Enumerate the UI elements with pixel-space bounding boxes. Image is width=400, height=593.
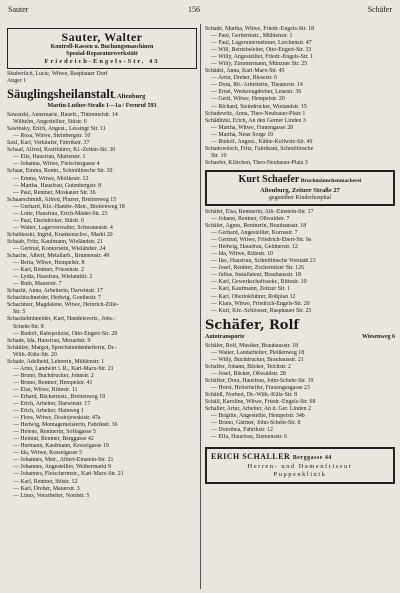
directory-entry: — Rudolf, Rabspolizist, Otto-Engert-Str. 28 bbox=[13, 330, 118, 337]
directory-entry: — Erich, Arbeiter, Darwinstr. 17 bbox=[13, 401, 91, 408]
directory-entry: — Ida, Witwe, Rittestr. 10 bbox=[211, 251, 273, 258]
directory-entry: Schäffer, Dora, Hausfrau, John-Schehr-Str. 19 bbox=[205, 377, 314, 384]
directory-entry: — Erich, Arbeiter, Hainweg 1 bbox=[13, 408, 84, 415]
directory-entry: Str. 10 bbox=[211, 152, 227, 159]
directory-entry: — Bruno, Buchdrucker, Johnstr. 2 bbox=[13, 372, 94, 379]
directory-entry: — Gertrud, Witwe, Friedrich-Ebert-Str. 9a bbox=[211, 237, 312, 244]
directory-entry: Schaefer, Klärchen, Theo-Neubauer-Platz 3 bbox=[205, 159, 308, 166]
directory-entry: — Karl, Dreher, Mauerstr. 3 bbox=[13, 485, 80, 492]
entries-right-a bbox=[205, 26, 395, 167]
directory-entry: Schädlze, Margot, Sprechstundenhelferin, Dr.- bbox=[7, 344, 117, 351]
directory-entry: — Richard, Steindrucker, Wielandstr. 15 bbox=[211, 103, 307, 110]
directory-entry: — Johannes, Mstr., Albert-Einstein-Str. 21 bbox=[13, 457, 114, 464]
directory-entry: Schadewitz, Anna, Theo-Neubauer-Platz 1 bbox=[205, 110, 306, 117]
directory-entry: — Bruno, Rentner, Hempelstr. 41 bbox=[13, 379, 93, 386]
directory-entry: Skuberlich, Lucie, Witwe, Rasphauer Dorf bbox=[7, 71, 108, 77]
directory-entry: Schäfer, Rolf, Musiker, Brauhausstr. 18 bbox=[205, 342, 299, 349]
directory-entry: — Rudolf, Angest., Käthe-Kollwitz-Str. 49 bbox=[211, 138, 313, 145]
directory-entry: Schache, Albert, Metallarb., Brunnenstr. 49 bbox=[7, 253, 110, 260]
directory-entry: — Willy, Buchdrucker, Brauhausstr. 21 bbox=[211, 356, 304, 363]
directory-entry: Schaller, Artur, Arbeiter, An d. Ger. Linden 2 bbox=[205, 406, 311, 413]
directory-entry: — Paul, Dachdecker, Stüstr. 6 bbox=[13, 217, 84, 224]
directory-entry: — Walter, Lagerverwalter, Schwanenstr. 4 bbox=[13, 224, 113, 231]
directory-entry: — Gerhard, Angestellter, Kornsstr. 7 bbox=[211, 230, 298, 237]
directory-entry: — Ruth, Manerstr. 7 bbox=[13, 281, 62, 288]
sauter-ad-line2: Spezial-Reparaturwerkstätt bbox=[66, 51, 138, 57]
entries-right-b bbox=[205, 209, 395, 315]
directory-entry: — Hedwig, Montagemeisterin, Fabrikstr. 36 bbox=[13, 422, 118, 429]
erich-schaller-ad bbox=[205, 447, 395, 484]
left-column bbox=[7, 26, 197, 500]
directory-entry: — Hedwig, Hausfrau, Geldnerstr. 12 bbox=[211, 244, 298, 251]
directory-entry: — Willy, Zimmermann, Münzner Str. 25 bbox=[211, 61, 308, 68]
saeuglings-ad bbox=[7, 88, 197, 110]
directory-entry: Anger 1 bbox=[7, 78, 27, 85]
directory-entry: — Elis, Hausfrau, Marienstr. 1 bbox=[13, 154, 86, 161]
directory-entry: — Lydia, Hausfrau, Wielandstr. 2 bbox=[13, 274, 93, 281]
directory-entry: Schäll, Karoline, Witwe, Friedr.-Engels-Str. 68 bbox=[205, 399, 316, 406]
directory-entry: — Lotte, Hausfrau, Erich-Mäder-Str. 23 bbox=[13, 210, 108, 217]
directory-entry: — Flora, Witwe, Dostojewskistr. 47a bbox=[13, 415, 101, 422]
directory-entry: — Willy, Angestellter, Friedr.-Engels-Str. 1 bbox=[211, 54, 314, 61]
kurt-ad-name: Kurt Schaefer bbox=[238, 173, 300, 185]
directory-entry: — Paul, Gerbermstr., Mühlenstr. 1 bbox=[211, 33, 293, 40]
kurt-ad-address: Altenburg, Zeitzer Straße 27 bbox=[260, 186, 340, 194]
directory-entry: Schehr-Str. 8 bbox=[13, 323, 44, 330]
header-left-keyword: Sauter bbox=[8, 5, 29, 14]
sauter-ad bbox=[7, 28, 197, 69]
directory-entry: Schachtzer, Magdalene, Witwe, Heinrich-Zille- bbox=[7, 302, 119, 309]
directory-entry: — Horst, Heilerhelfer, Frauengesgasse 23 bbox=[211, 384, 310, 391]
directory-entry: Schädel, Anna, Karl-Marx-Str. 45 bbox=[205, 68, 285, 75]
directory-entry: — Artur, Dreher, Blesestr. 6 bbox=[211, 75, 278, 82]
directory-entry: Schaab, Fritz, Kaufmann, Wieländstr. 21 bbox=[7, 238, 103, 245]
directory-entry: Schackelmhneider, Kurt, Handelsvertr., Johs.- bbox=[7, 316, 116, 323]
directory-entry: — Johanna, Witwe, Fleischergasse 4 bbox=[13, 161, 100, 168]
saeuglings-ad-address: Martin-Luther-Straße 1—1a / Fernruf 593 bbox=[47, 103, 157, 110]
directory-entry: Schade, Ida, Hausfrau, Mozartstr. 9 bbox=[7, 337, 91, 344]
directory-entry: — Karl, Oberlokfuhrer, Roßplan 12 bbox=[211, 293, 296, 300]
directory-entry: Schäfer, Agnes, Rentnerin, Brauhausstr. 18 bbox=[205, 223, 307, 230]
directory-entry: — Berta, Witwe, Hempelstr. 8 bbox=[13, 260, 85, 267]
directory-entry: Sawatzki, Annemarie, Hausfr., Thümmelstr. 14 bbox=[7, 112, 118, 119]
directory-entry: — Rosa, Witwe, Steinbergstr. 10 bbox=[13, 133, 91, 140]
directory-entry: — Gertrud, Kontoristin, Wieländstr. 24 bbox=[13, 245, 106, 252]
directory-entry: — Emma, Witwe, Moltkestr. 12 bbox=[13, 175, 89, 182]
erich-ad-trade2: Puppenklinik bbox=[273, 471, 327, 479]
directory-entry: Schacht, Anna, Arbeiterin, Darwinstr. 17 bbox=[7, 288, 103, 295]
directory-entry: Schäditzki, Erich, An den Gerner Linden 3 bbox=[205, 117, 306, 124]
directory-entry: Schade, Adelheid, Lehrerin, Mühlenstr. 1 bbox=[7, 358, 105, 365]
directory-entry: — Arno, Landwirt i. R., Karl-Marx-Str. 21 bbox=[13, 365, 114, 372]
entries-right-c bbox=[205, 343, 395, 442]
directory-entry: — Helene, Rentnerin, Soffagasse 5 bbox=[13, 429, 96, 436]
directory-entry: — Ilse, Hausfrau, Schmölinsche Vorstadt 23 bbox=[211, 258, 316, 265]
saeuglings-ad-city: , Altenburg bbox=[113, 93, 146, 101]
kurt-schaefer-ad bbox=[205, 170, 395, 206]
directory-entry: Wilh.-Külz-Str. 20 bbox=[13, 351, 57, 358]
directory-entry: — Martha, Witwe, Frauengasse 28 bbox=[211, 124, 294, 131]
directory-entry: Saxl, Karl, Verkäufer, Fabrikstr. 37 bbox=[7, 140, 90, 147]
directory-entry: — Dorothea, Fabrikstr. 12 bbox=[211, 427, 274, 434]
kurt-ad-note: gegenüber Kinderhospital bbox=[268, 194, 332, 201]
kurt-ad-trade: Bruchmännchenmacherei bbox=[299, 177, 362, 184]
directory-entry: — Johannes, Fleischermstr., Karl-Marx-Str. 21 bbox=[13, 471, 124, 478]
directory-entry: — Martha, Hausfrau, Gutenbergstr. 8 bbox=[13, 182, 102, 189]
sauter-ad-name: Sauter, Walter bbox=[61, 30, 143, 44]
directory-entry: — Paul, Rentner, Moskauer Str. 36 bbox=[13, 189, 96, 196]
directory-entry: — Gerti, Witwe, Hempelstr. 20 bbox=[211, 96, 285, 103]
directory-entry: — Erhard, Bäckermstr., Breitenweg 19 bbox=[13, 393, 106, 400]
directory-entry: Schachtschneider, Hedwig, Goethestr. 7 bbox=[7, 295, 101, 302]
directory-entry: — Klara, Witwe, Friedrich-Engels-Str. 29 bbox=[211, 300, 310, 307]
sauter-ad-address: Friedrich-Engels-Str. 43 bbox=[44, 58, 160, 65]
directory-entry: Str. 5 bbox=[13, 309, 26, 316]
directory-entry: — Martha, Neue Sorge 10 bbox=[211, 131, 274, 138]
directory-entry: — Karl, Gewerkschaftssekr., Rittestr. 10 bbox=[211, 279, 307, 286]
directory-entry: — Kurt, Kfz.-Schlosser, Rasphauer Str. 25 bbox=[211, 307, 312, 314]
directory-entry: — Will, Betriebsleiter, Otto-Engert-Str. 33 bbox=[211, 47, 312, 54]
directory-entry: Schadowitsch, Fritz, Fabrikant, Schmölinsche bbox=[205, 145, 314, 152]
directory-entry: — Ida, Witwe, Kesselgasse 5 bbox=[13, 450, 83, 457]
page-header bbox=[0, 3, 400, 15]
directory-entry: — Josef, Bäcker, Oßwaldstr. 28 bbox=[211, 370, 286, 377]
directory-entry: Schade, Martha, Witwe, Friedr.-Engels-Str. 18 bbox=[205, 26, 315, 32]
directory-entry: — Karl, Kaufmann, Zeitzer Str. 1 bbox=[211, 286, 291, 293]
directory-entry: Schaffer, Johann, Bäcker, Teichstr. 2 bbox=[205, 363, 291, 370]
directory-entry: — Else, Witwe, Rittestr. 11 bbox=[13, 386, 78, 393]
directory-entry: Schäfer, Elsa, Rentnerin, Alb.-Einstein-Str. 17 bbox=[205, 208, 314, 215]
column-divider bbox=[200, 24, 201, 589]
schaefer-ad-name: Schäfer, Rolf bbox=[205, 317, 300, 333]
directory-entry: Schabkoski, Ingrid, Krankenschw., Markt 20 bbox=[7, 231, 113, 238]
schaefer-rolf-ad bbox=[205, 319, 395, 341]
directory-entry: Sawinsky, Erich, Angest., Lessingr Str. 11 bbox=[7, 126, 106, 133]
directory-entry: — Dora, Rb.-Arbeiterin, Theaterstr. 14 bbox=[211, 82, 303, 89]
directory-entry: Schaaf, Alfred, Kraftfahrer, Kl.-Zetkin-Str. 30 bbox=[7, 147, 116, 154]
schaefer-ad-address: Wiesenweg 6 bbox=[361, 333, 395, 340]
directory-entry: — Hermann, Kaufmann, Kesselgasse 19 bbox=[13, 443, 109, 450]
right-column bbox=[205, 26, 395, 484]
directory-entry: Schaar, Emma, Rentn., Schmölinsche Str. 30 bbox=[7, 168, 113, 175]
directory-entry: — Karl, Rentner, Stüstr. 12 bbox=[13, 478, 78, 485]
directory-entry: — Gerhard, Kfz.-Handw.-Mstr., Breitenweg 18 bbox=[13, 203, 125, 210]
directory-entry: — Bruno, Gärtner, John-Schehr-Str. 8 bbox=[211, 420, 301, 427]
schaefer-ad-trade: Autotransporte bbox=[205, 333, 245, 340]
directory-entry: — Karl, Rentner, Friesenstr. 2 bbox=[13, 267, 84, 274]
directory-entry: — Johann, Rentner, Oßwaldstr. 7 bbox=[211, 215, 290, 222]
entries-left-b bbox=[7, 112, 197, 500]
page-number: 156 bbox=[188, 5, 200, 14]
directory-entry: — Ernst, Werkzeugdreher, Leuestr. 36 bbox=[211, 89, 302, 96]
directory-entry: Schäidl, Norbert, Dr.-Wilh.-Külz-Str. 8 bbox=[205, 391, 298, 398]
directory-entry: Schaarschmidt, Alfred, Pfarrer, Breitenweg 15 bbox=[7, 196, 117, 203]
header-right-keyword: Schäfer bbox=[367, 5, 392, 14]
erich-ad-address: Berggasse 44 bbox=[292, 455, 332, 462]
directory-entry: Wilhelm, Angestellter, Stüstr. 6 bbox=[13, 119, 87, 126]
erich-ad-name: ERICH SCHALLER bbox=[211, 452, 291, 462]
directory-entry: — Paul, Lagerunternehmer, Lerchenstr. 47 bbox=[211, 40, 312, 47]
directory-entry: — Helmut, Rentner, Berggasse 42 bbox=[13, 436, 94, 443]
erich-ad-trade1: Herren- und Damenfriseur bbox=[247, 463, 353, 471]
entries-left-a bbox=[7, 71, 197, 85]
directory-entry: — Linus, Vorarbeiter, Nordstr. 5 bbox=[13, 492, 90, 499]
sauter-ad-line1: Kontroll-Kassen u. Buchungsmaschinen bbox=[50, 44, 154, 50]
directory-entry: — Johannes, Angestellter, Weibermarkt 9 bbox=[13, 464, 111, 471]
directory-entry: — Josef, Rentner, Zschernitzer Str. 126 bbox=[211, 265, 305, 272]
directory-entry: — Julius, Installateur, Brauhausstr. 18 bbox=[211, 272, 301, 279]
directory-entry: — Walter, Landarbeiter, Pleißenweg 18 bbox=[211, 349, 305, 356]
directory-entry: — Elfa, Hausfrau, Siemensstr. 6 bbox=[211, 434, 288, 441]
directory-entry: — Brigitte, Angestellte, Hempelstr. 34b bbox=[211, 413, 305, 420]
saeuglings-ad-title: Säuglingsheilanstalt bbox=[7, 87, 114, 102]
